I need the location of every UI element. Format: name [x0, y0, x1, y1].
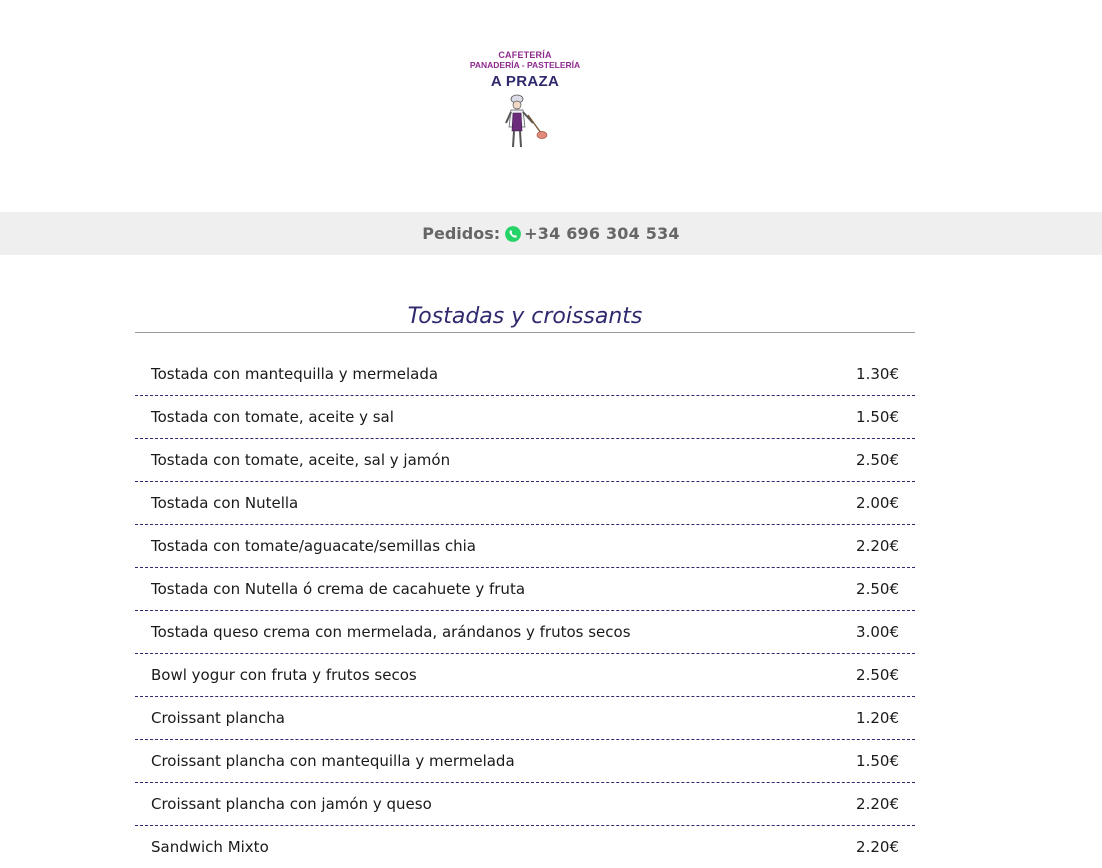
- menu-item-name: Tostada con tomate/aguacate/semillas chia: [151, 537, 476, 555]
- orders-label: Pedidos:: [422, 224, 501, 243]
- menu-item-name: Tostada con Nutella: [151, 494, 299, 512]
- menu-item-name: Sandwich Mixto: [151, 838, 269, 856]
- menu-item: [135, 482, 915, 525]
- menu-item-price: 2.20€: [856, 838, 899, 856]
- menu-item-price: 2.20€: [856, 537, 899, 555]
- menu-item: [135, 353, 915, 396]
- logo-line-cafeteria: CAFETERÍA: [498, 50, 552, 60]
- menu-item: [135, 439, 915, 482]
- menu-item: [135, 654, 915, 697]
- menu-item: [135, 697, 915, 740]
- menu-item: [135, 740, 915, 783]
- menu-item-name: Tostada con tomate, aceite, sal y jamón: [151, 451, 451, 469]
- menu-item-price: 2.20€: [856, 795, 899, 813]
- menu-item-list: [135, 353, 915, 868]
- logo-brand-name: A PRAZA: [490, 73, 560, 90]
- menu-item-price: 2.50€: [856, 451, 899, 469]
- menu-item-name: Bowl yogur con fruta y frutos secos: [151, 666, 417, 684]
- menu-item-price: 1.50€: [856, 408, 899, 426]
- header: [0, 0, 1102, 212]
- menu-item-name: Tostada con tomate, aceite y sal: [151, 408, 394, 426]
- logo-line-panaderia: PANADERÍA - PASTELERÍA: [469, 60, 581, 70]
- menu-item-name: Tostada queso crema con mermelada, arándanos y frutos secos: [151, 623, 631, 641]
- menu-item: [135, 568, 915, 611]
- menu-item-name: Tostada con Nutella ó crema de cacahuete y fruta: [151, 580, 526, 598]
- menu-item-price: 1.50€: [856, 752, 899, 770]
- menu-item-price: 1.30€: [856, 365, 899, 383]
- menu-item-price: 2.50€: [856, 666, 899, 684]
- menu-item-price: 2.00€: [856, 494, 899, 512]
- orders-phone-link[interactable]: +34 696 304 534: [524, 224, 680, 243]
- whatsapp-icon[interactable]: [504, 225, 522, 243]
- menu-item: [135, 826, 915, 868]
- orders-bar: [0, 212, 1102, 255]
- menu-section: [135, 298, 915, 868]
- menu-item-name: Croissant plancha con jamón y queso: [151, 795, 432, 813]
- menu-item-price: 1.20€: [856, 709, 899, 727]
- menu-item: [135, 783, 915, 826]
- menu-item-name: Tostada con mantequilla y mermelada: [151, 365, 439, 383]
- menu-item-name: Croissant plancha con mantequilla y mermelada: [151, 752, 515, 770]
- menu-item-price: 2.50€: [856, 580, 899, 598]
- menu-item-name: Croissant plancha: [151, 709, 285, 727]
- logo[interactable]: [468, 50, 582, 158]
- menu-item-price: 3.00€: [856, 623, 899, 641]
- menu-item: [135, 525, 915, 568]
- section-title: Tostadas y croissants: [135, 298, 915, 333]
- menu-item: [135, 396, 915, 439]
- menu-item: [135, 611, 915, 654]
- baker-figure-icon: [495, 93, 555, 151]
